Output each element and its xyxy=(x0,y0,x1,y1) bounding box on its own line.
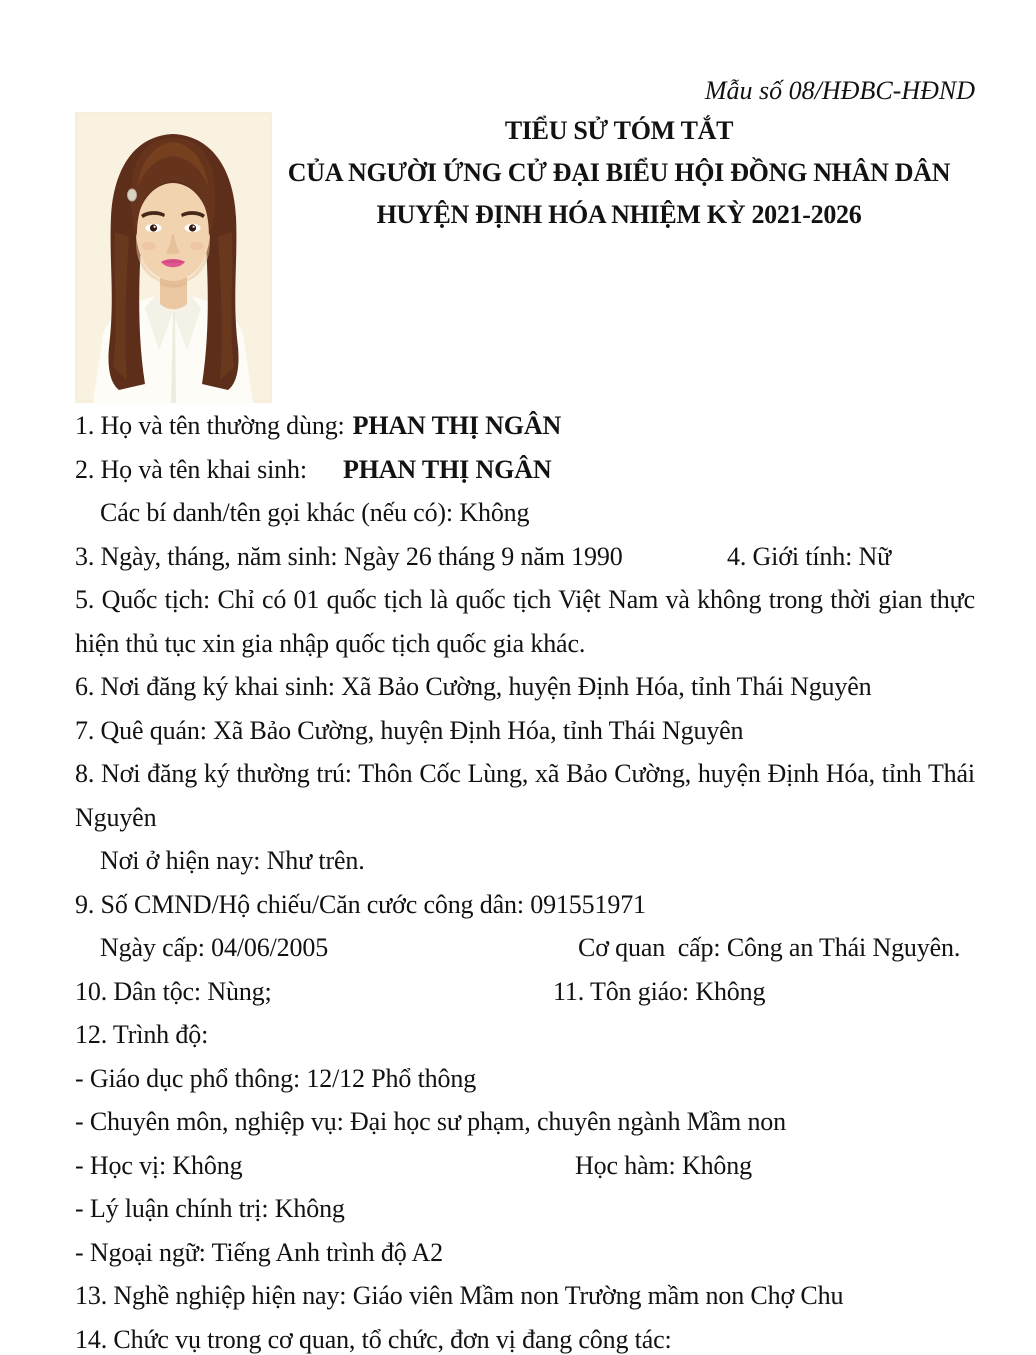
field-id-number: 9. Số CMND/Hộ chiếu/Căn cước công dân: 091551971 xyxy=(75,889,646,919)
field-position: 14. Chức vụ trong cơ quan, tổ chức, đơn vị đang công tác: xyxy=(75,1324,672,1354)
title-line-2: CỦA NGƯỜI ỨNG CỬ ĐẠI BIỂU HỘI ĐỒNG NHÂN DÂN xyxy=(287,158,951,187)
portrait-illustration xyxy=(75,112,272,403)
field-common-name xyxy=(75,404,975,448)
field-general-education: - Giáo dục phổ thông: 12/12 Phổ thông xyxy=(75,1063,477,1093)
form-code: Mẫu số 08/HĐBC-HĐND xyxy=(704,76,975,105)
common-name-value: PHAN THỊ NGÂN xyxy=(352,411,562,440)
field-permanent-residence: 8. Nơi đăng ký thường trú: Thôn Cốc Lùng, xã Bảo Cường, huyện Định Hóa, tỉnh Thái Nguyên xyxy=(75,759,975,832)
birth-date: 3. Ngày, tháng, năm sinh: Ngày 26 tháng 9 năm 1990 xyxy=(75,541,623,571)
field-hometown: 7. Quê quán: Xã Bảo Cường, huyện Định Hóa, tỉnh Thái Nguyên xyxy=(75,715,744,745)
field-birth-registration: 6. Nơi đăng ký khai sinh: Xã Bảo Cường, huyện Định Hóa, tỉnh Thái Nguyên xyxy=(75,672,872,701)
document-title xyxy=(262,110,976,236)
title-line-3: HUYỆN ĐỊNH HÓA NHIỆM KỲ 2021-2026 xyxy=(376,200,862,229)
degree: - Học vị: Không xyxy=(75,1150,243,1180)
field-professional-education: - Chuyên môn, nghiệp vụ: Đại học sư phạm, chuyên ngành Mầm non xyxy=(75,1107,787,1136)
gender: 4. Giới tính: Nữ xyxy=(727,541,892,571)
field-aliases: Các bí danh/tên gọi khác (nếu có): Không xyxy=(100,498,530,527)
form-body xyxy=(75,404,975,1355)
academic-title: Học hàm: Không xyxy=(575,1150,752,1180)
field-degree-title xyxy=(75,1144,975,1188)
id-issue-agency: Cơ quan cấp: Công an Thái Nguyên. xyxy=(578,933,961,962)
id-issue-date: Ngày cấp: 04/06/2005 xyxy=(100,933,329,962)
field-foreign-language: - Ngoại ngữ: Tiếng Anh trình độ A2 xyxy=(75,1237,443,1267)
title-line-1: TIỂU SỬ TÓM TẮT xyxy=(504,116,734,145)
religion: 11. Tôn giáo: Không xyxy=(553,976,766,1006)
field-ethnicity-religion xyxy=(75,970,975,1014)
field-birth-name xyxy=(75,448,975,492)
field-current-residence: Nơi ở hiện nay: Như trên. xyxy=(100,846,365,875)
field-nationality: 5. Quốc tịch: Chỉ có 01 quốc tịch là quốc tịch Việt Nam và không trong thời gian thực hiện thủ tục xin gia nhập quốc tịch quốc gia khác. xyxy=(75,585,975,658)
field-birth-date-gender xyxy=(75,535,975,579)
field-education-header: 12. Trình độ: xyxy=(75,1020,209,1049)
field-occupation: 13. Nghề nghiệp hiện nay: Giáo viên Mầm non Trường mầm non Chợ Chu xyxy=(75,1281,844,1310)
birth-name-value: PHAN THỊ NGÂN xyxy=(342,454,552,484)
field-id-issue xyxy=(75,926,975,970)
common-name-label: 1. Họ và tên thường dùng: xyxy=(75,411,345,440)
birth-name-label: 2. Họ và tên khai sinh: xyxy=(75,454,307,484)
candidate-photo xyxy=(75,112,272,403)
ethnicity: 10. Dân tộc: Nùng; xyxy=(75,976,272,1006)
field-political-theory: - Lý luận chính trị: Không xyxy=(75,1194,345,1223)
